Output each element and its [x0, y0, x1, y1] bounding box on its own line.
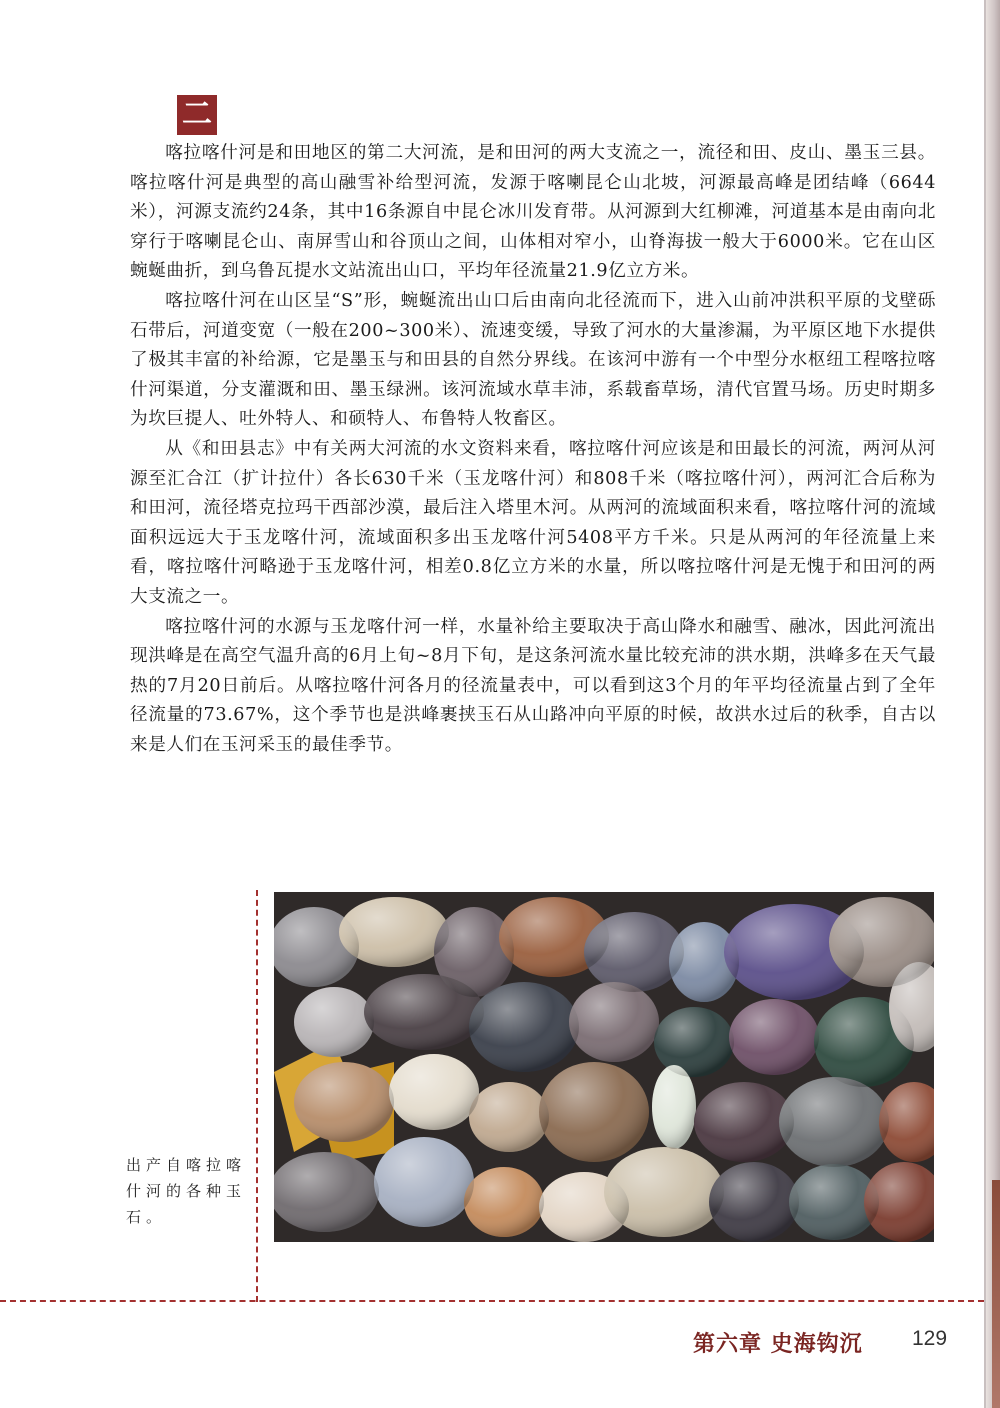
chapter-title: 第六章 史海钩沉	[693, 1331, 863, 1357]
paragraph-1: 喀拉喀什河是和田地区的第二大河流，是和田河的两大支流之一，流径和田、皮山、墨玉三县。喀拉喀什河是典型的高山融雪补给型河流，发源于喀喇昆仑山北坡，河源最高峰是团结峰（6644米），河源支流约24条，其中16条源自中昆仑冰川发育带。从河源到大红柳滩，河道基本是由南向北穿行于喀喇昆仑山、南屏雪山和谷顶山之间，山体相对窄小，山脊海拔一般大于6000米。它在山区蜿蜒曲折，到乌鲁瓦提水文站流出山口，平均年径流量21.9亿立方米。	[130, 143, 936, 282]
paragraph-3: 从《和田县志》中有关两大河流的水文资料来看，喀拉喀什河应该是和田最长的河流，两河从河源至汇合江（扩计拉什）各长630千米（玉龙喀什河）和808千米（喀拉喀什河），两河汇合后称为和田河，流径塔克拉玛干西部沙漠，最后注入塔里木河。从两河的流域面积来看，喀拉喀什河的流域面积远远大于玉龙喀什河，流域面积多出玉龙喀什河5408平方千米。只是从两河的年径流量上来看，喀拉喀什河略逊于玉龙喀什河，相差0.8亿立方米的水量，所以喀拉喀什河是无愧于和田河的两大支流之一。	[130, 438, 936, 607]
photo-caption: 出产自喀拉喀什河的各种玉石。	[126, 1156, 247, 1226]
page-number: 129	[912, 1327, 948, 1350]
section-marker-label: 二	[182, 97, 212, 132]
paragraph-4: 喀拉喀什河的水源与玉龙喀什河一样，水量补给主要取决于高山降水和融雪、融冰，因此河流出现洪峰是在高空气温升高的6月上旬~8月下旬，是这条河流水量比较充沛的洪水期，洪峰多在天气最热的7月20日前后。从喀拉喀什河各月的径流量表中，可以看到这3个月的年平均径流量占到了全年径流量的73.67%，这个季节也是洪峰裹挟玉石从山路冲向平原的时候，故洪水过后的秋季，自古以来是人们在玉河采玉的最佳季节。	[130, 616, 936, 755]
paragraph-2: 喀拉喀什河在山区呈“S”形，蜿蜒流出山口后由南向北径流而下，进入山前冲洪积平原的戈壁砾石带后，河道变宽（一般在200~300米）、流速变缓，导致了河水的大量渗漏，为平原区地下水提供了极其丰富的补给源，它是墨玉与和田县的自然分界线。在该河中游有一个中型分水枢纽工程喀拉喀什河渠道，分支灌溉和田、墨玉绿洲。该河流域水草丰沛，系载畜草场，清代官置马场。历史时期多为坎巨提人、吐外特人、和硕特人、布鲁特人牧畜区。	[130, 290, 936, 430]
footer-divider-horizontal	[0, 1300, 984, 1302]
jade-stones-photo	[274, 892, 934, 1242]
page-edge-accent	[992, 1180, 1000, 1408]
article-body	[130, 139, 936, 760]
section-marker	[177, 95, 217, 135]
caption-divider-vertical	[256, 890, 258, 1302]
jade-stones-illustration	[274, 892, 934, 1242]
